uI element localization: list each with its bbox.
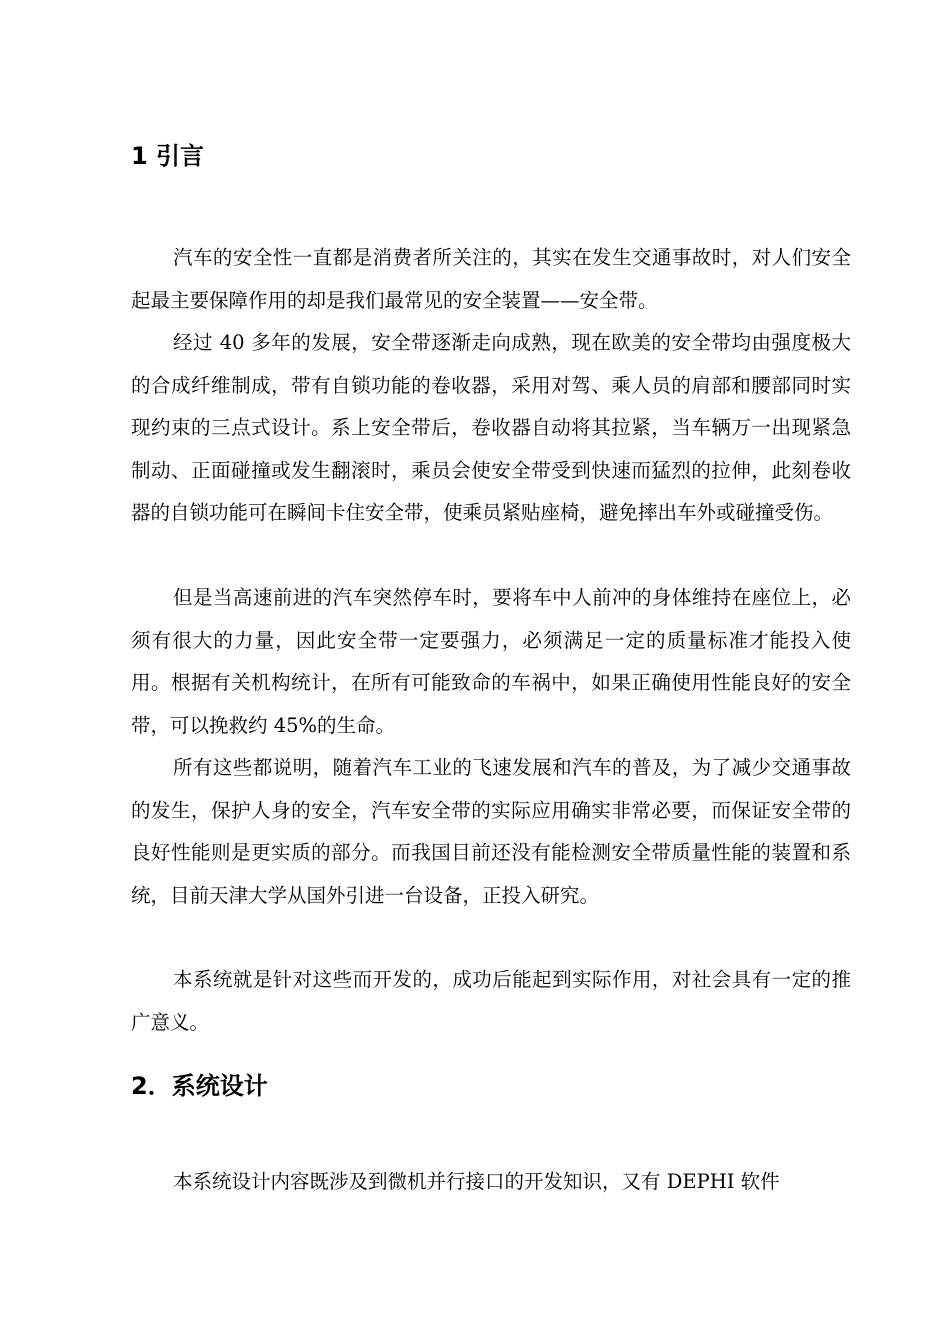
paragraph-safety-belt-importance: 汽车的安全性一直都是消费者所关注的，其实在发生交通事故时，对人们安全起最主要保障作用的却是我们最常见的安全装置——安全带。 [131,246,851,312]
paragraph-safety-belt-development: 经过 40 多年的发展，安全带逐渐走向成熟，现在欧美的安全带均由强度极大的合成纤维制成，带有自锁功能的卷收器，采用对驾、乘人员的肩部和腰部同时实现约束的三点式设计。系上安全带后，卷收器自动将其拉紧，当车辆万一出现紧急制动、正面碰撞或发生翻滚时，乘员会使安全带受到快速而猛烈的拉伸，此刻卷收器的自锁功能可在瞬间卡住安全带，使乘员紧贴座椅，避免摔出车外或碰撞受伤。 [131,331,851,524]
paragraph-safety-belt-strength: 但是当高速前进的汽车突然停车时，要将车中人前冲的身体维持在座位上，必须有很大的力量，因此安全带一定要强力，必须满足一定的质量标准才能投入使用。根据有关机构统计，在所有可能致命的车祸中，如果正确使用性能良好的安全带，可以挽救约 45%的生命。 [131,586,851,737]
paragraph-research-necessity: 所有这些都说明，随着汽车工业的飞速发展和汽车的普及，为了减少交通事故的发生，保护人身的安全，汽车安全带的实际应用确实非常必要，而保证安全带的良好性能则是更实质的部分。而我国目前还没有能检测安全带质量性能的装置和系统，目前天津大学从国外引进一台设备，正投入研究。 [131,756,851,907]
paragraph-system-purpose: 本系统就是针对这些而开发的，成功后能起到实际作用，对社会具有一定的推广意义。 [131,968,851,1034]
section-heading-system-design: 2．系统设计 [131,1072,268,1100]
paragraph-system-design-intro: 本系统设计内容既涉及到微机并行接口的开发知识，又有 DEPHI 软件 [173,1170,780,1193]
section-heading-introduction: 1 引言 [131,142,205,170]
